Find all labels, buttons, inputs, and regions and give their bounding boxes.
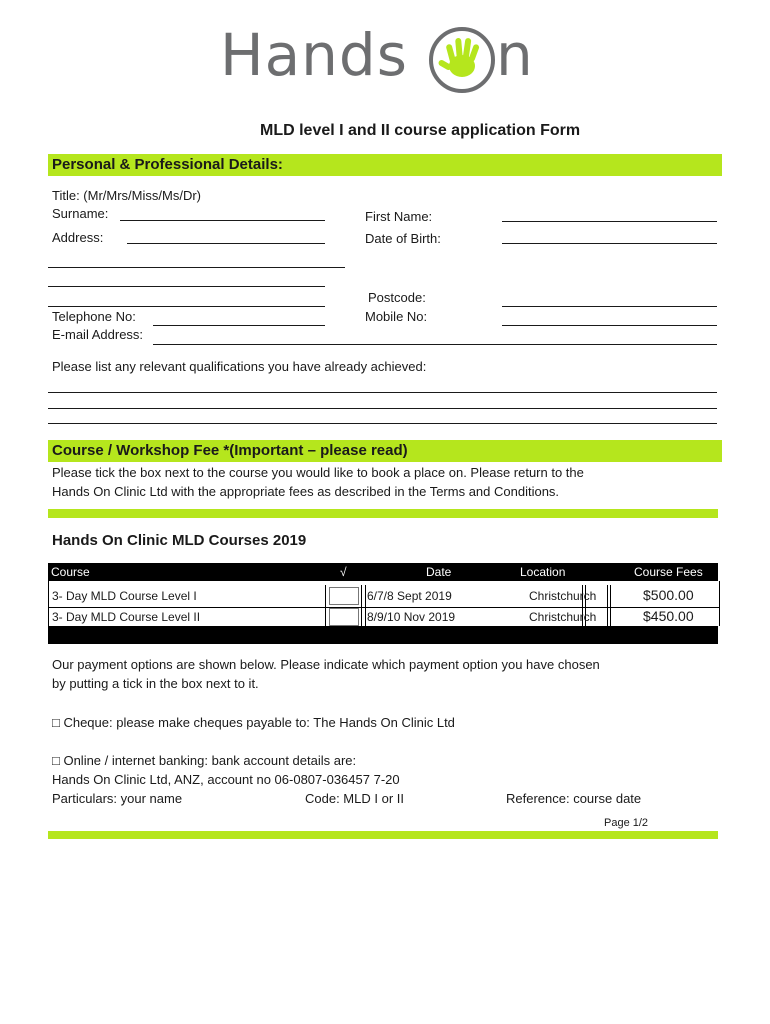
first-name-label: First Name: [365, 209, 433, 224]
mobile-field[interactable] [502, 325, 717, 326]
payment-intro-1: Our payment options are shown below. Please indicate which payment option you have chosen [52, 657, 600, 672]
title-label: Title: (Mr/Mrs/Miss/Ms/Dr) [52, 188, 201, 203]
payment-intro-2: by putting a tick in the box next to it. [52, 676, 259, 691]
course-location: Christchurch [529, 589, 597, 603]
col-location: Location [520, 565, 566, 579]
code: Code: MLD I or II [305, 791, 404, 806]
course-fee-instructions-2: Hands On Clinic Ltd with the appropriate fees as described in the Terms and Conditions. [52, 484, 560, 499]
logo-text-hands: Hands [220, 21, 408, 89]
qualifications-line-1[interactable] [48, 392, 717, 393]
col-date: Date [426, 565, 452, 579]
qualifications-line-3[interactable] [48, 423, 717, 424]
divider-bar [48, 509, 718, 518]
cheque-option[interactable]: □ Cheque: please make cheques payable to: The Hands On Clinic Ltd [52, 715, 455, 730]
col-course: Course [51, 565, 90, 579]
address-field-4[interactable] [48, 306, 325, 307]
page-number: Page 1/2 [604, 817, 649, 829]
address-field-1[interactable] [127, 243, 325, 244]
address-label: Address: [52, 230, 104, 245]
telephone-label: Telephone No: [52, 309, 136, 324]
surname-field[interactable] [120, 220, 325, 221]
dob-label: Date of Birth: [365, 231, 441, 246]
dob-field[interactable] [502, 243, 717, 244]
course-location: Christchurch [529, 610, 597, 624]
logo [220, 22, 540, 92]
qualifications-line-2[interactable] [48, 408, 717, 409]
email-field[interactable] [153, 344, 717, 345]
course-name: 3- Day MLD Course Level II [52, 610, 201, 624]
telephone-field[interactable] [153, 325, 325, 326]
bank-account: Hands On Clinic Ltd, ANZ, account no 06-0807-036457 7-20 [52, 772, 400, 787]
logo-text-n: n [496, 21, 534, 89]
courses-table-header [48, 563, 718, 581]
hand-icon [426, 24, 498, 96]
address-field-2[interactable] [48, 267, 345, 268]
surname-label: Surname: [52, 206, 109, 221]
table-row [49, 608, 719, 626]
course-name: 3- Day MLD Course Level I [52, 589, 197, 603]
tick-box-level-1[interactable] [329, 587, 359, 605]
course-date: 6/7/8 Sept 2019 [367, 589, 452, 603]
course-fee: $500.00 [643, 587, 694, 603]
tick-box-level-2[interactable] [329, 608, 359, 626]
course-fee-instructions-1: Please tick the box next to the course you would like to book a place on. Please return to the [52, 465, 584, 480]
course-fee: $450.00 [643, 608, 694, 624]
particulars: Particulars: your name [52, 791, 183, 806]
table-row [49, 587, 719, 605]
course-fee-heading: Course / Workshop Fee *(Important – please read) [52, 442, 408, 459]
form-title: MLD level I and II course application Form [260, 122, 581, 139]
first-name-field[interactable] [502, 221, 717, 222]
col-fees: Course Fees [634, 565, 703, 579]
course-fee-section-header [48, 440, 722, 462]
address-field-3[interactable] [48, 286, 325, 287]
course-date: 8/9/10 Nov 2019 [367, 610, 456, 624]
qualifications-prompt: Please list any relevant qualifications you have already achieved: [52, 359, 427, 374]
postcode-label: Postcode: [368, 290, 426, 305]
online-option[interactable]: □ Online / internet banking: bank account details are: [52, 753, 357, 768]
col-tick: √ [340, 565, 347, 579]
email-label: E-mail Address: [52, 327, 144, 342]
reference: Reference: course date [506, 791, 642, 806]
postcode-field[interactable] [502, 306, 717, 307]
mobile-label: Mobile No: [365, 309, 428, 324]
courses-table-footer [48, 626, 718, 644]
footer-bar [48, 831, 718, 839]
personal-heading: Personal & Professional Details: [52, 156, 283, 173]
personal-section-header [48, 154, 722, 176]
courses-table-body [48, 581, 720, 626]
courses-heading: Hands On Clinic MLD Courses 2019 [52, 532, 307, 549]
